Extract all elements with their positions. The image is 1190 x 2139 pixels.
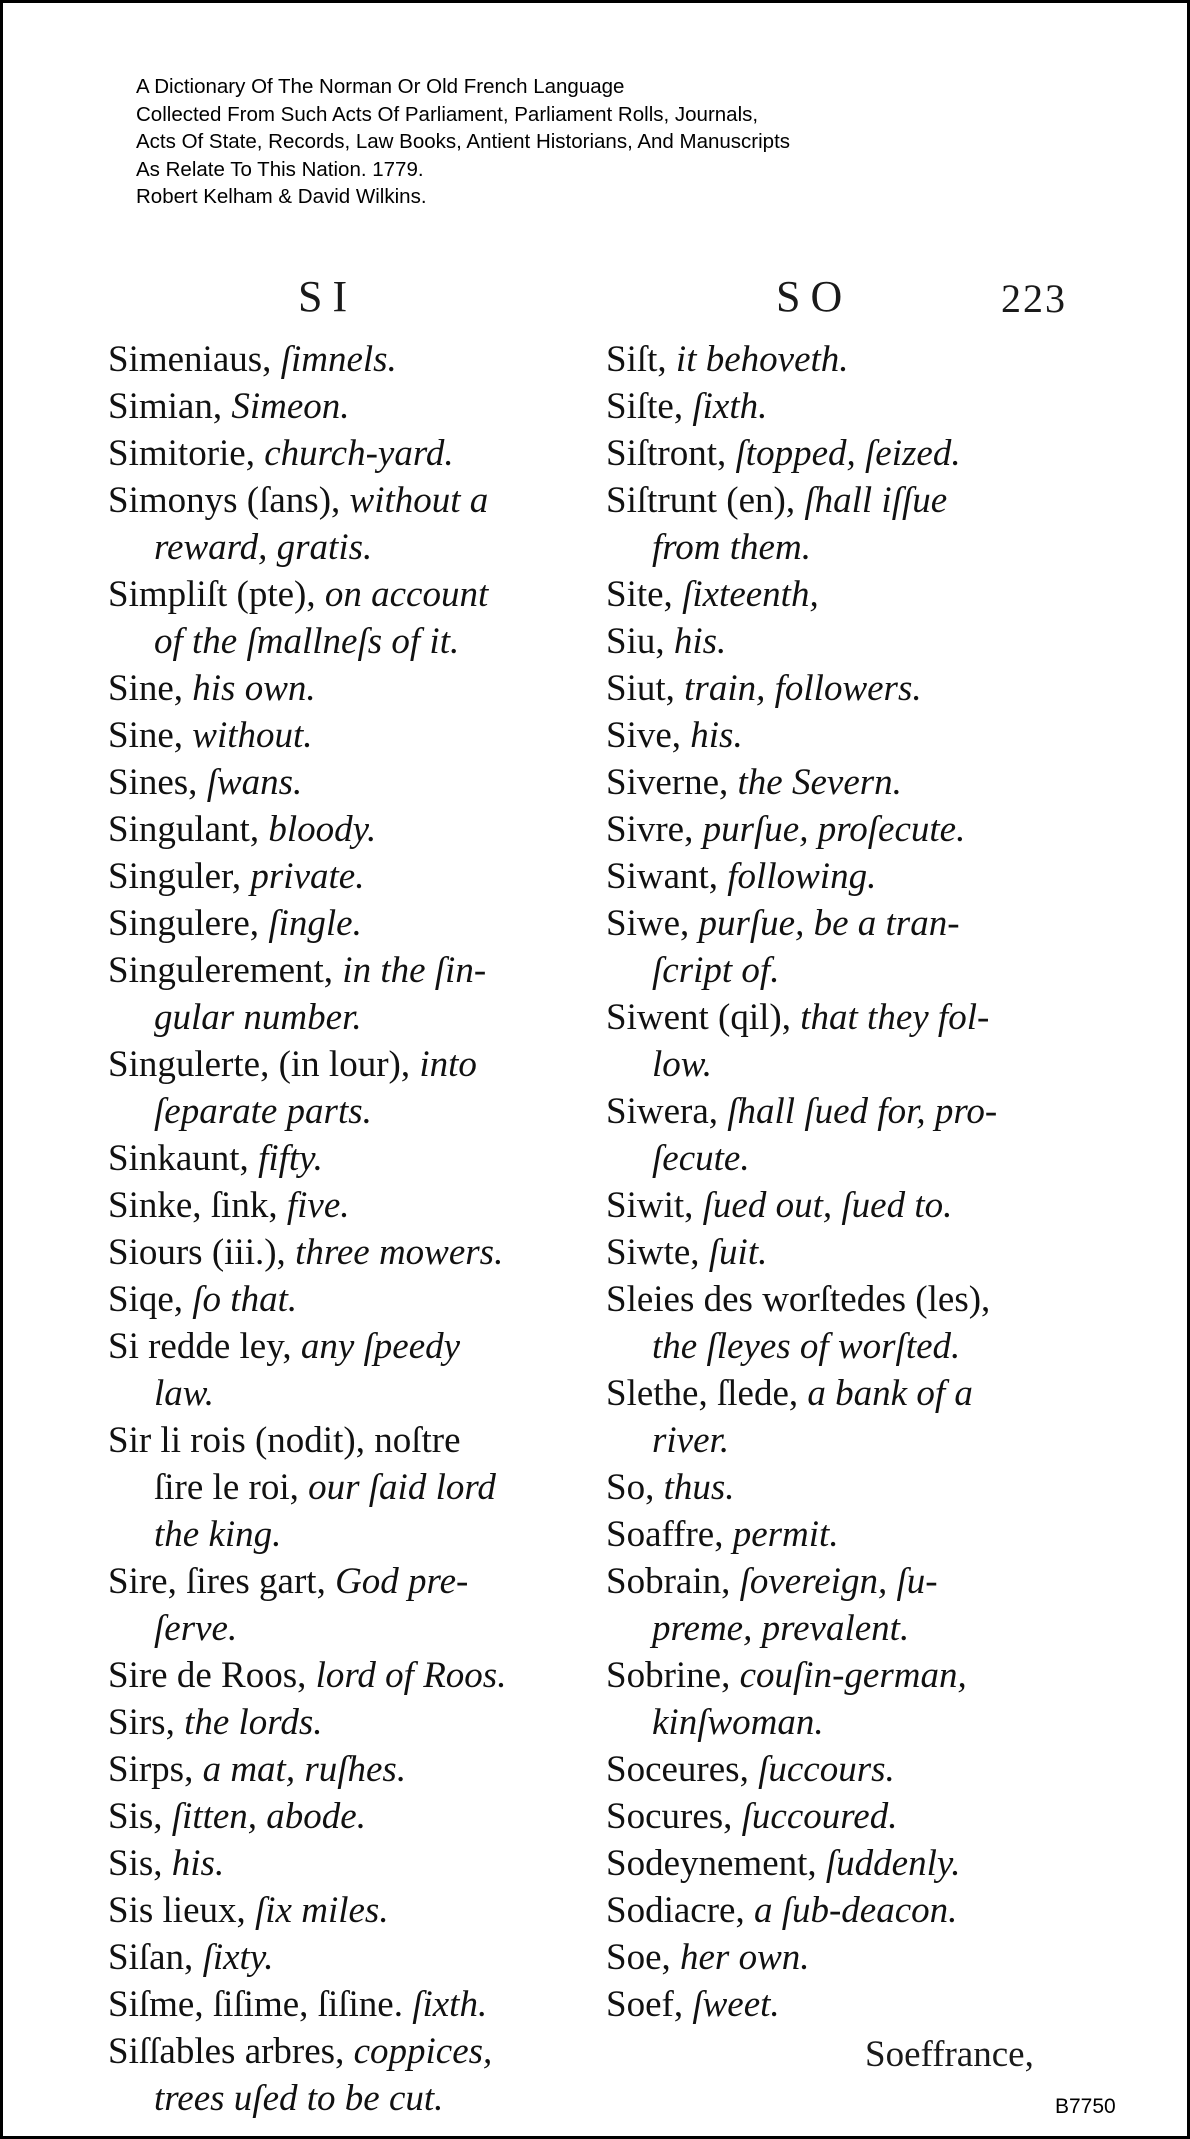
entry-headword: Sine, [108,668,193,709]
dictionary-entry-line [108,1464,588,1511]
entry-headword: Soe, [606,1937,680,1978]
entry-headword: Soceures, [606,1749,759,1790]
entry-definition: it behoveth. [675,339,849,380]
running-head-right: SO [776,272,853,321]
entry-definition: ſhall iſſue [804,480,948,521]
dictionary-entry-line [108,1605,588,1652]
entry-headword: Sodiacre, [606,1890,754,1931]
dictionary-entry-line [606,1840,1086,1887]
entry-definition: law. [154,1373,214,1414]
header-line: Acts Of State, Records, Law Books, Antient Historians, And Manuscripts [136,130,791,153]
entry-definition: from them. [652,527,811,568]
entry-headword: Siſtrunt (en), [606,480,805,521]
dictionary-entry-line [606,618,1086,665]
dictionary-entry-line [606,1558,1086,1605]
dictionary-entry-line [108,712,588,759]
entry-headword: Siſtront, [606,433,736,474]
entry-definition: ſixty. [202,1937,274,1978]
dictionary-entry-line [108,1276,588,1323]
dictionary-entry-line [108,1840,588,1887]
dictionary-entry-line [606,947,1086,994]
dictionary-entry-line [108,1558,588,1605]
entry-definition: purſue, proſecute. [702,809,966,850]
entry-headword: Siwent (qil), [606,997,801,1038]
entry-definition: ſix miles. [255,1890,389,1931]
dictionary-entry-line [108,430,588,477]
dictionary-entry-line [108,1182,588,1229]
entry-headword: Sines, [108,762,207,803]
dictionary-entry-line [606,1370,1086,1417]
dictionary-entry-line [108,665,588,712]
dictionary-entry-line [108,1652,588,1699]
dictionary-entry-line [606,383,1086,430]
dictionary-entry-line [606,1887,1086,1934]
header-line: As Relate To This Nation. 1779. [136,157,424,181]
entry-definition: ſitten, abode. [171,1796,366,1837]
dictionary-entry-line [606,336,1086,383]
entry-definition: coppices, [353,2031,493,2072]
dictionary-entry-line [606,1699,1086,1746]
left-column [108,336,588,2122]
dictionary-entry-line [108,759,588,806]
dictionary-entry-line [108,1887,588,1934]
dictionary-entry-line [108,853,588,900]
dictionary-entry-line [606,1746,1086,1793]
entry-definition: following. [727,856,877,897]
dictionary-entry-line [606,1464,1086,1511]
entry-headword: Siu, [606,621,674,662]
dictionary-entry-line [606,900,1086,947]
entry-headword: Sis lieux, [108,1890,255,1931]
entry-definition: reward, gratis. [154,527,373,568]
entry-definition: preme, prevalent. [652,1608,910,1649]
entry-definition: couſin-german, [739,1655,967,1696]
entry-headword: Simian, [108,386,232,427]
entry-headword: ſire le roi, [154,1467,309,1508]
dictionary-entry-line [108,1417,588,1464]
entry-definition: permit. [732,1514,839,1555]
entry-definition: a mat, ruſhes. [202,1749,407,1790]
entry-headword: Siqe, [108,1279,193,1320]
entry-headword: Sir li rois (nodit), noſtre [108,1420,461,1461]
dictionary-entry-line [606,853,1086,900]
entry-definition: the ſleyes of worſted. [652,1326,961,1367]
dictionary-entry-line [108,1041,588,1088]
entry-definition: our ſaid lord [308,1467,496,1508]
entry-definition: ſeparate parts. [154,1091,372,1132]
entry-definition: her own. [680,1937,810,1978]
dictionary-entry-line [606,665,1086,712]
entry-definition: ſwans. [206,762,303,803]
dictionary-entry-line [606,712,1086,759]
entry-headword: Siwte, [606,1232,709,1273]
dictionary-entry-line [108,1793,588,1840]
entry-definition: ſuddenly. [825,1843,961,1884]
entry-definition: his own. [192,668,316,709]
entry-headword: Sleies des worſtedes (les), [606,1279,991,1320]
dictionary-entry-line [606,1605,1086,1652]
header-line: Robert Kelham & David Wilkins. [136,185,427,208]
dictionary-entry-line [108,1511,588,1558]
entry-definition: five. [286,1185,350,1226]
entry-headword: Siwera, [606,1091,728,1132]
dictionary-entry-line [606,430,1086,477]
dictionary-entry-line [606,524,1086,571]
entry-definition: kinſwoman. [652,1702,824,1743]
entry-definition: his. [673,621,727,662]
entry-headword: Sirs, [108,1702,185,1743]
entry-headword: Sobrine, [606,1655,740,1696]
entry-definition: trees uſed to be cut. [154,2078,444,2119]
entry-headword: Simitorie, [108,433,265,474]
page-number: 223 [1001,276,1067,321]
entry-definition: ſerve. [154,1608,238,1649]
dictionary-entry-line [108,1323,588,1370]
entry-definition: ſecute. [652,1138,750,1179]
entry-definition: ſingle. [268,903,362,944]
dictionary-entry-line [108,2028,588,2075]
entry-definition: his. [171,1843,225,1884]
entry-definition: train, followers. [684,668,922,709]
dictionary-entry-line [606,1182,1086,1229]
entry-definition: ſhall ſued for, pro- [727,1091,998,1132]
entry-definition: ſuccoured. [741,1796,898,1837]
dictionary-entry-line [606,1323,1086,1370]
entry-headword: Sine, [108,715,193,756]
dictionary-entry-line [606,1793,1086,1840]
entry-definition: church-yard. [264,433,454,474]
entry-definition: in the ſin- [342,950,487,991]
entry-definition: without. [192,715,313,756]
entry-definition: the Severn. [737,762,902,803]
entry-definition: into [419,1044,477,1085]
dictionary-entry-line [108,1981,588,2028]
header-line: Collected From Such Acts Of Parliament, Parliament Rolls, Journals, [136,102,759,126]
entry-headword: Sobrain, [606,1561,740,1602]
dictionary-entry-line [606,1934,1086,1981]
dictionary-entry-line [606,806,1086,853]
entry-definition: thus. [663,1467,735,1508]
dictionary-entry-line [108,806,588,853]
entry-headword: Sivre, [606,809,703,850]
entry-definition: gular number. [154,997,362,1038]
dictionary-entry-line [108,618,588,665]
dictionary-entry-line [108,571,588,618]
entry-headword: Sire de Roos, [108,1655,316,1696]
entry-definition: Simeon. [231,386,350,427]
entry-definition: bloody. [268,809,377,850]
dictionary-entry-line [108,2075,588,2122]
entry-definition: three mowers. [295,1232,504,1273]
entry-definition: ſcript of. [652,950,780,991]
entry-definition: on account [324,574,489,615]
entry-headword: Soef, [606,1984,693,2025]
entry-headword: Simpliſt (pte), [108,574,325,615]
entry-headword: Site, [606,574,683,615]
dictionary-entry-line [606,994,1086,1041]
entry-headword: Siut, [606,668,685,709]
entry-definition: lord of Roos. [315,1655,507,1696]
entry-definition: ſo that. [192,1279,298,1320]
entry-definition: any ſpeedy [300,1326,461,1367]
entry-headword: Sire, ſires gart, [108,1561,336,1602]
entry-definition: ſued out, ſued to. [702,1185,953,1226]
entry-definition: ſimnels. [280,339,397,380]
entry-definition: God pre- [335,1561,469,1602]
entry-headword: Sinke, ſink, [108,1185,287,1226]
entry-definition: of the ſmallneſs of it. [154,621,460,662]
entry-headword: Singulant, [108,809,269,850]
dictionary-entry-line [606,1229,1086,1276]
catalog-id: B7750 [1055,2095,1116,2118]
entry-headword: Siverne, [606,762,738,803]
header-line: A Dictionary Of The Norman Or Old French Language [136,75,625,98]
entry-headword: Sis, [108,1796,172,1837]
entry-headword: Sodeynement, [606,1843,826,1884]
entry-headword: Singulere, [108,903,269,944]
entry-headword: Socures, [606,1796,742,1837]
dictionary-entry-line [108,1746,588,1793]
entry-definition: the lords. [184,1702,323,1743]
dictionary-entry-line [108,1370,588,1417]
entry-definition: ſixth. [412,1984,488,2025]
entry-headword: Sive, [606,715,691,756]
entry-headword: Siſan, [108,1937,203,1978]
dictionary-entry-line [606,571,1086,618]
dictionary-entry-line [108,336,588,383]
entry-definition: his. [690,715,743,756]
book-title-header [136,73,790,211]
entry-headword: Siſt, [606,339,676,380]
entry-definition: private. [250,856,365,897]
entry-headword: Siwant, [606,856,728,897]
entry-headword: Siſme, ſiſime, ſiſine. [108,1984,413,2025]
entry-definition: purſue, be a tran- [698,903,960,944]
entry-definition: ſixth. [692,386,768,427]
entry-headword: Siours (iii.), [108,1232,296,1273]
entry-definition: that they fol- [800,997,990,1038]
right-column [606,336,1086,2028]
entry-definition: ſuit. [708,1232,768,1273]
entry-headword: Sirps, [108,1749,203,1790]
entry-definition: ſuccours. [758,1749,895,1790]
entry-headword: Slethe, ſlede, [606,1373,808,1414]
entry-definition: ſtopped, ſeized. [735,433,961,474]
dictionary-entry-line [606,1981,1086,2028]
dictionary-entry-line [606,1088,1086,1135]
entry-headword: Sis, [108,1843,172,1884]
dictionary-entry-line [108,1088,588,1135]
running-head-left: SI [298,272,358,321]
entry-headword: Singulerement, [108,950,343,991]
entry-headword: Singuler, [108,856,251,897]
entry-headword: Siſte, [606,386,693,427]
entry-headword: Siwit, [606,1185,703,1226]
entry-definition: ſweet. [692,1984,780,2025]
entry-headword: Simeniaus, [108,339,281,380]
dictionary-entry-line [108,383,588,430]
dictionary-entry-line [606,1276,1086,1323]
dictionary-entry-line [606,1041,1086,1088]
entry-definition: river. [652,1420,730,1461]
entry-definition: a ſub-deacon. [753,1890,958,1931]
entry-headword: So, [606,1467,664,1508]
dictionary-entry-line [108,1934,588,1981]
dictionary-entry-line [606,1511,1086,1558]
entry-headword: Si redde ley, [108,1326,301,1367]
entry-headword: Sinkaunt, [108,1138,259,1179]
entry-headword: Siwe, [606,903,699,944]
entry-definition: without a [349,480,489,521]
dictionary-entry-line [606,1417,1086,1464]
dictionary-entry-line [606,477,1086,524]
entry-headword: Siſſables arbres, [108,2031,354,2072]
dictionary-entry-line [108,947,588,994]
dictionary-entry-line [606,1652,1086,1699]
catchword: Soeffrance, [865,2034,1034,2075]
entry-headword: Singulerte, (in lour), [108,1044,420,1085]
dictionary-entry-line [606,759,1086,806]
entry-definition: fifty. [258,1138,323,1179]
dictionary-entry-line [108,477,588,524]
entry-definition: ſovereign, ſu- [739,1561,938,1602]
dictionary-entry-line [108,524,588,571]
dictionary-entry-line [108,1229,588,1276]
entry-definition: the king. [154,1514,282,1555]
dictionary-entry-line [606,1135,1086,1182]
dictionary-entry-line [108,900,588,947]
dictionary-entry-line [108,1699,588,1746]
entry-headword: Soaffre, [606,1514,733,1555]
dictionary-entry-line [108,994,588,1041]
entry-definition: a bank of a [807,1373,973,1414]
entry-definition: low. [652,1044,712,1085]
entry-headword: Simonys (ſans), [108,480,350,521]
entry-definition: ſixteenth, [682,574,819,615]
dictionary-entry-line [108,1135,588,1182]
